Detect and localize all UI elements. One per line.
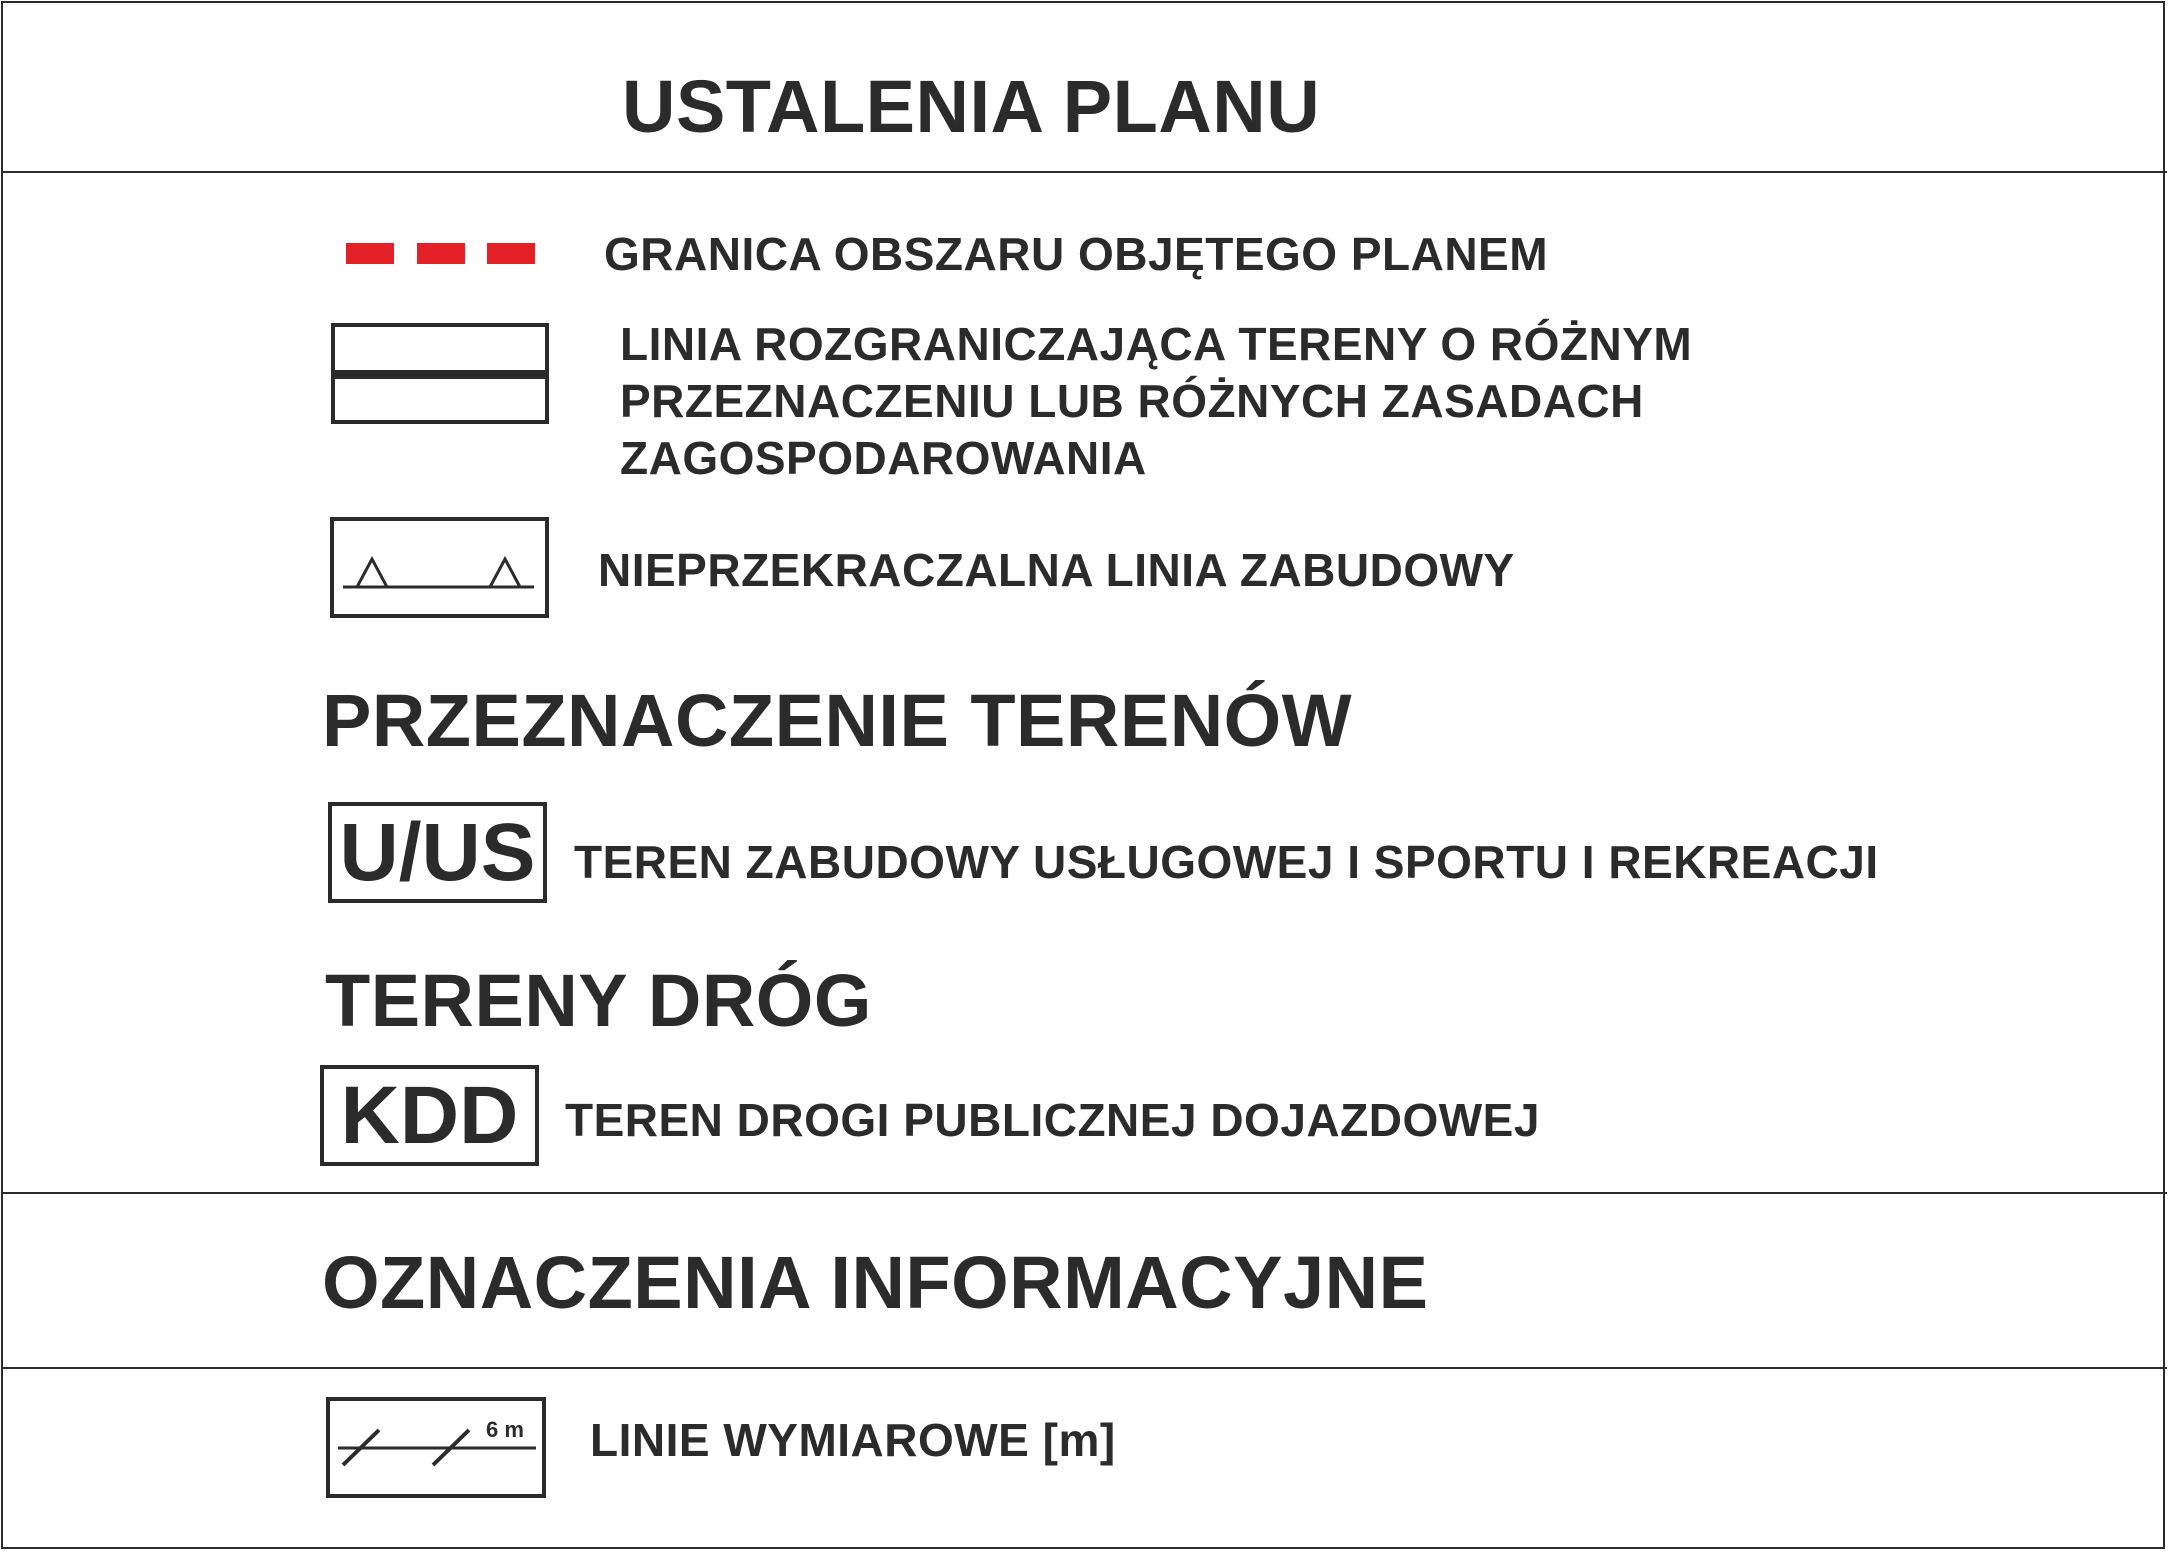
dimension-label: LINIE WYMIAROWE [m]	[590, 1414, 1116, 1466]
dimension-value: 6 m	[486, 1417, 524, 1442]
info-heading: OZNACZENIA INFORMACYJNE	[322, 1241, 1429, 1324]
dimension-line-icon	[326, 1397, 547, 1498]
divider	[1, 171, 2167, 173]
land-use-heading: PRZEZNACZENIE TERENÓW	[322, 679, 1353, 762]
land-use-label: TEREN ZABUDOWY USŁUGOWEJ I SPORTU I REKREACJI	[574, 836, 1879, 888]
building-line-icon	[330, 517, 551, 618]
building-line-label: NIEPRZEKRACZALNA LINIA ZABUDOWY	[598, 544, 1515, 596]
double-bar-line-icon	[331, 323, 551, 424]
boundary-label: GRANICA OBSZARU OBJĘTEGO PLANEM	[604, 228, 1549, 280]
divider	[1, 1367, 2167, 1369]
red-dashed-line-icon	[344, 240, 539, 266]
road-label: TEREN DROGI PUBLICZNEJ DOJAZDOWEJ	[565, 1094, 1540, 1146]
legend-title: USTALENIA PLANU	[622, 65, 1321, 148]
roads-heading: TERENY DRÓG	[325, 959, 872, 1042]
dividing-line-label: LINIA ROZGRANICZAJĄCA TERENY O RÓŻNYM PRZEZNACZENIU LUB RÓŻNYCH ZASADACH ZAGOSPODAROWANIA	[620, 318, 1693, 484]
road-code-box: KDD	[320, 1065, 539, 1166]
divider	[1, 1192, 2167, 1194]
land-use-code-box: U/US	[328, 802, 547, 903]
